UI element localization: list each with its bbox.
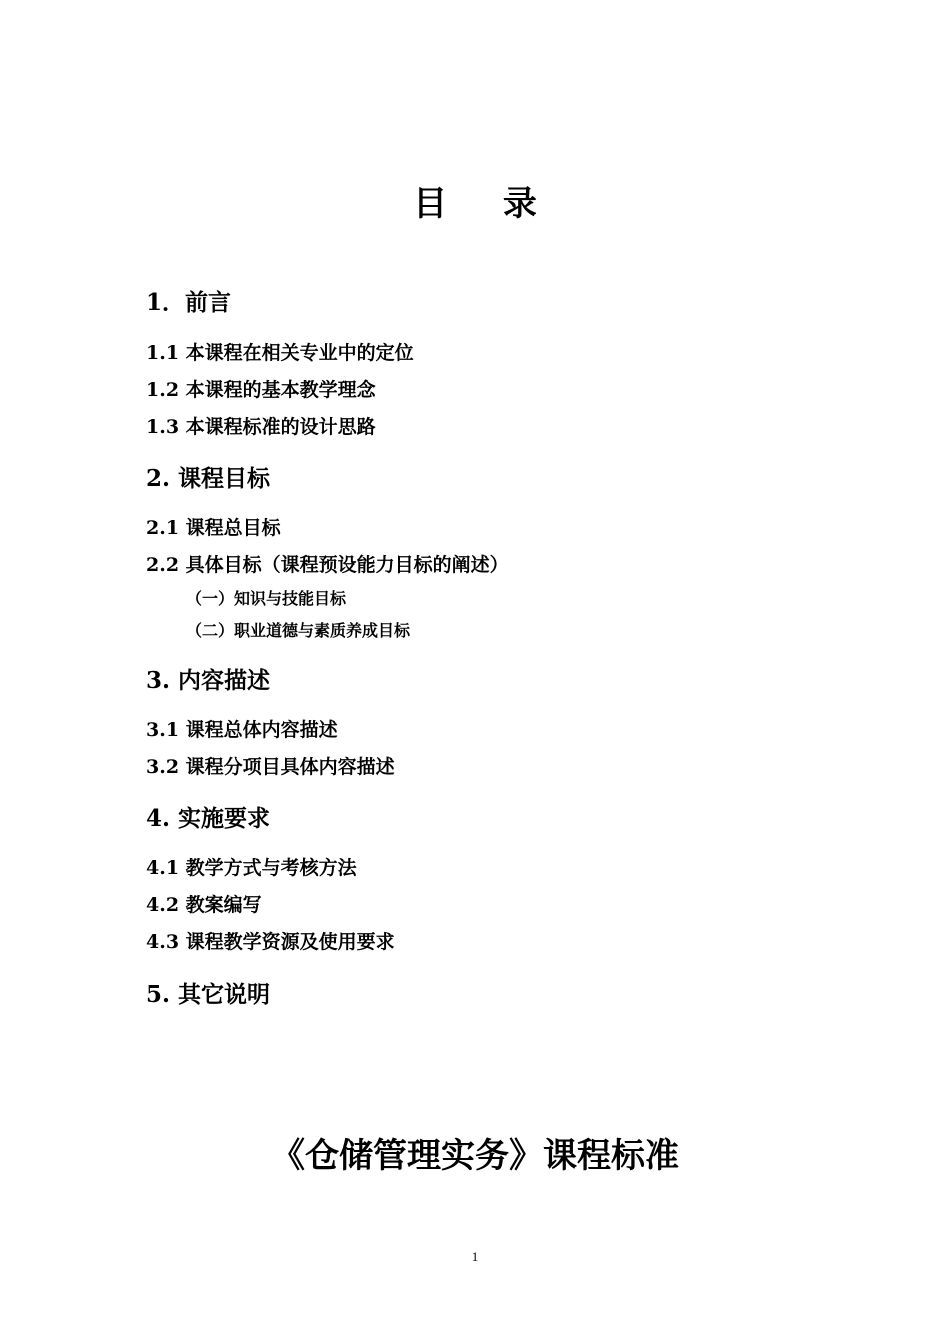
toc-item-1-1: 1.1 本课程在相关专业中的定位 bbox=[146, 342, 414, 364]
toc-item-4-3: 4.3 课程教学资源及使用要求 bbox=[146, 931, 395, 953]
document-title: 《仓储管理实务》课程标准 bbox=[271, 1136, 679, 1176]
toc-section-1: 1．前言 bbox=[146, 289, 232, 316]
toc-section-4: 4. 实施要求 bbox=[146, 805, 271, 832]
page-number: 1 bbox=[471, 1249, 479, 1264]
toc-item-1-2: 1.2 本课程的基本教学理念 bbox=[146, 379, 376, 401]
toc-item-2-1: 2.1 课程总目标 bbox=[146, 517, 281, 539]
toc-title: 目 录 bbox=[413, 184, 559, 224]
toc-item-2-2: 2.2 具体目标（课程预设能力目标的阐述） bbox=[146, 554, 509, 576]
toc-item-3-1: 3.1 课程总体内容描述 bbox=[146, 719, 338, 741]
toc-item-1-3: 1.3 本课程标准的设计思路 bbox=[146, 416, 376, 438]
toc-section-3: 3. 内容描述 bbox=[146, 667, 271, 694]
toc-section-5: 5. 其它说明 bbox=[146, 981, 271, 1008]
toc-subitem-2-2-1: （一）知识与技能目标 bbox=[186, 589, 347, 608]
toc-item-4-1: 4.1 教学方式与考核方法 bbox=[146, 857, 357, 879]
toc-subitem-2-2-2: （二）职业道德与素质养成目标 bbox=[186, 621, 411, 640]
toc-section-2: 2. 课程目标 bbox=[146, 465, 271, 492]
toc-item-3-2: 3.2 课程分项目具体内容描述 bbox=[146, 756, 395, 778]
toc-item-4-2: 4.2 教案编写 bbox=[146, 894, 262, 916]
